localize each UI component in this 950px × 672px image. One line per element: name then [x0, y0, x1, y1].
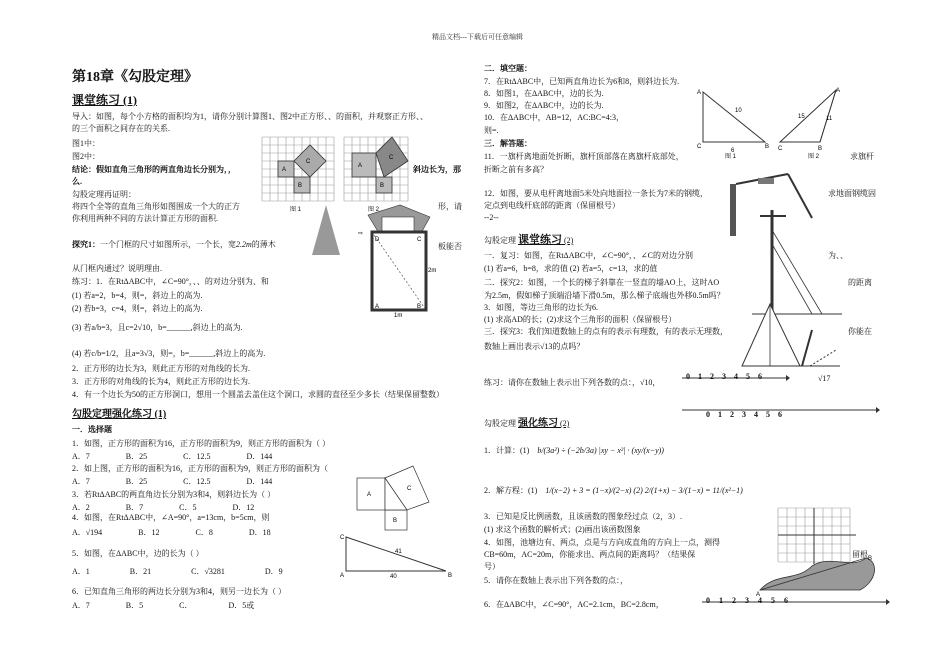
review-1-right: 为、、 — [828, 251, 848, 260]
solve-12b: 定点到电线杆底部的距离（保留根号） — [484, 201, 620, 210]
q1-option-b[interactable]: B．25 — [125, 452, 148, 461]
fig1-caption: 图 1 — [290, 207, 302, 213]
q4-option-d[interactable]: D．18 — [248, 528, 271, 537]
tick2-5: 5 — [766, 410, 770, 419]
explore1-right: 板能否 — [438, 242, 462, 251]
svg-text:C: C — [697, 144, 702, 150]
proof-title: 勾股定理再证明： — [72, 190, 136, 199]
svg-text:C: C — [778, 146, 783, 152]
section-title-strong1: 勾股定理强化练习 (1) — [72, 409, 167, 420]
svg-text:B: B — [393, 518, 398, 524]
tick3-0: 0 — [706, 596, 710, 605]
solve-11b: 折断之前有多高？ — [484, 165, 548, 174]
svg-text:15: 15 — [798, 114, 805, 120]
fill-title: 二．填空题： — [484, 64, 532, 73]
hypotenuse-note: 斜边长为，那 — [413, 165, 461, 174]
tick2-3: 3 — [742, 410, 746, 419]
fig2-question: 图2中： — [72, 152, 100, 161]
explore2: 二．探究2：如图，一个长的梯子斜靠在一竖直的墙AO上，这时AO — [484, 278, 720, 287]
equilateral-triangle-figure — [740, 300, 840, 370]
axis-ticks-3 — [706, 596, 788, 605]
exercise-2: (2) 若b=3，c=4，则=，斜边上的高为. — [72, 304, 203, 313]
axis-ticks-1 — [686, 372, 762, 381]
tick3-5: 5 — [771, 596, 775, 605]
door-height: 2m — [428, 268, 437, 274]
fig1-question: 图1中： — [72, 139, 100, 148]
q4-option-b[interactable]: B．12 — [138, 528, 160, 537]
q2-option-d[interactable]: D．144 — [246, 477, 273, 486]
explore2-right: 的距离 — [848, 278, 872, 287]
exercise-numberline: 练习：请你在数轴上表示出下列各数的点：，√10， — [484, 378, 661, 387]
svg-text:⇨: ⇨ — [358, 231, 364, 237]
review-3: 3．如图，等边三角形的边长为6. — [484, 303, 598, 312]
calc-1-expr: b/(3a²) ÷ (−2b/3a) |xy − x²| · (xy/(x−y)) — [537, 446, 664, 455]
fill-8: 8．如图1，在ΔABC中，边的长为. — [484, 89, 604, 98]
calc-4-right: 留根 — [852, 550, 868, 559]
tick-2: 2 — [710, 372, 714, 381]
calc-3: 3．已知是反比例函数，且该函数的图象经过点（2，3）. — [484, 512, 682, 521]
svg-text:A: A — [367, 492, 372, 498]
question-2: 2．如上图，正方形的面积为16，正方形的面积为9，则正方形的面积为（ — [72, 464, 328, 473]
section-title-class2 — [484, 234, 573, 247]
strong2-suffix: (2) — [558, 419, 570, 428]
grid-figure-1 — [262, 137, 338, 213]
svg-text:A: A — [375, 304, 380, 310]
q4-option-c[interactable]: C．8 — [195, 528, 213, 537]
proof-right: 形，请 — [438, 202, 462, 211]
calc-1-label: 1．计算：(1) — [484, 446, 530, 455]
review-1a: (1) 若a=6，b=8，求的值 (2) 若a=5，c=13，求的值 — [484, 264, 658, 273]
exercise-7: 4．有一个边长为50的正方形洞口，想用一个圆盖去盖住这个洞口，求圆的直径至少多长（结果保留整数） — [72, 390, 444, 399]
svg-text:B: B — [380, 183, 385, 189]
tri-label-40: 40 — [390, 574, 397, 580]
question-2-options — [72, 477, 272, 486]
q5-option-b[interactable]: B．21 — [129, 567, 152, 576]
q5-option-c[interactable]: C．√3281 — [191, 567, 225, 576]
svg-text:A: A — [697, 90, 702, 96]
solve-eq-2 — [484, 486, 743, 495]
fig-caption-1: 图 1 — [725, 154, 737, 160]
question-4: 4．如图，在RtΔABC中，∠A=90°，a=13cm，b=5cm，则 — [72, 513, 270, 522]
svg-text:A: A — [836, 88, 841, 94]
pond-figure — [756, 552, 886, 596]
review-3b: (1) 求高AD的长；(2)求这个三角形的面积（保留根号） — [484, 315, 677, 324]
fill-10: 10．在ΔABC中，AB=12，AC:BC=4:3， — [484, 113, 624, 122]
solve-eq-label: 2．解方程：(1) — [484, 486, 538, 495]
class2-suffix: (2) — [562, 236, 574, 245]
calc-4c: 号） — [484, 562, 500, 571]
solve-eq-expr: 1/(x−2) + 3 = (1−x)/(2−x) (2) 2/(1+x) − 3/(1−x) = 11/(x²−1) — [545, 486, 743, 495]
svg-text:C: C — [407, 486, 412, 492]
svg-text:C: C — [417, 237, 422, 243]
q1-option-c[interactable]: C．12.5 — [183, 452, 211, 461]
exercise-5: 2．正方形的边长为3，则此正方形的对角线的长为. — [72, 364, 250, 373]
tick-5: 5 — [746, 372, 750, 381]
svg-text:A: A — [358, 163, 363, 169]
svg-text:6: 6 — [731, 148, 735, 154]
svg-text:A: A — [756, 592, 761, 598]
fig-caption-2: 图 2 — [808, 154, 820, 160]
exercise-4: (4) 若c/b=1/2，且a=3√3，则=，b=______,斜边上的高为. — [72, 349, 266, 358]
strong2-title: 强化练习 — [518, 418, 558, 429]
tick-1: 1 — [698, 372, 702, 381]
solve-12: 12．如图，要从电杆离地面5米处向地面拉一条长为7米的钢缆， — [484, 189, 708, 198]
question-6: 6．已知直角三角形的两边长分别为3和4，则另一边长为（ ） — [72, 587, 286, 596]
calc-6: 6．在ΔABC中，∠C=90°，AC=2.1cm，BC=2.8cm， — [484, 600, 664, 609]
page-number: --2-- — [484, 213, 499, 222]
fill-7: 7．在RtΔABC中，已知两直角边长为6和8，则斜边长为. — [484, 77, 680, 86]
question-3: 3．若RtΔABC的两直角边长分别为3和4，则斜边长为（ ） — [72, 490, 276, 499]
calc-4: 4．如图，池塘边有、两点，点是与方向成直角的方向上一点，测得 — [484, 538, 720, 547]
fill-10b: 则=. — [484, 126, 499, 135]
class2-title: 课堂练习 — [518, 234, 562, 246]
q3-option-d[interactable]: D．12 — [232, 503, 255, 512]
svg-text:B: B — [818, 146, 823, 152]
tick-0: 0 — [686, 372, 690, 381]
grid-figure-2 — [344, 137, 420, 213]
triangle-fig1 — [695, 88, 775, 160]
q2-option-a[interactable]: A．7 — [72, 477, 90, 486]
conclusion-cont: 么. — [72, 177, 82, 186]
q6-option-c[interactable]: C． — [179, 601, 193, 610]
tri-label-a: A — [340, 573, 345, 579]
exercise-6: 3．正方形的对角线的长为4，则此正方形的边长为. — [72, 377, 250, 386]
chapter-title: 第18章《勾股定理》 — [72, 70, 198, 85]
q3-option-c[interactable]: C．5 — [179, 503, 197, 512]
tick3-1: 1 — [719, 596, 723, 605]
axis-ticks-2 — [706, 410, 782, 419]
door-frame-figure — [372, 232, 437, 319]
svg-text:A: A — [282, 167, 287, 173]
question-1-options — [72, 452, 272, 461]
svg-text:10: 10 — [735, 108, 742, 114]
proof-line1: 将四个全等的直角三角形如图围成一个大的正方 — [72, 202, 240, 211]
svg-text:D: D — [375, 237, 380, 243]
question-1: 1．如图，正方形的面积为16，正方形的面积为9，则正方形的面积为（ ） — [72, 439, 330, 448]
tick2-6: 6 — [778, 410, 782, 419]
fill-9: 9．如图2，在ΔABC中，边的长为. — [484, 101, 604, 110]
right-triangle-figure — [340, 533, 455, 579]
tick3-3: 3 — [745, 596, 749, 605]
svg-text:B: B — [868, 556, 873, 562]
q2-option-c[interactable]: C．12.5 — [183, 477, 211, 486]
tick-3: 3 — [722, 372, 726, 381]
svg-text:B: B — [298, 183, 303, 189]
q2-option-b[interactable]: B．25 — [125, 477, 148, 486]
q1-option-a[interactable]: A．7 — [72, 452, 90, 461]
class2-prefix: 勾股定理 — [484, 236, 518, 245]
question-5-options — [72, 567, 283, 576]
tick-6: 6 — [758, 372, 762, 381]
solve-12-right: 求地面钢缆固 — [828, 189, 876, 198]
solve-11-right: 求旗杆 — [850, 152, 874, 161]
explore3: 三．探究3：我们知道数轴上的点有的表示有理数，有的表示无理数， — [484, 327, 728, 336]
triangle-fig2 — [778, 88, 848, 160]
section-title-strong2 — [484, 418, 569, 430]
door-width: 1m — [394, 313, 403, 319]
strong2-prefix: 勾股定理 — [484, 419, 518, 428]
section-title-class1: 课堂练习 (1) — [72, 93, 137, 107]
exercise-3: (3) 若a/b=3，且c=2√10，b=______,斜边上的高为. — [72, 323, 243, 332]
tick2-1: 1 — [718, 410, 722, 419]
sqrt17-label: √17 — [818, 374, 831, 383]
intro-line1: 导入：如图，每个小方格的面积均为1，请你分别计算图1、图2中正方形、、的面积，并观察正方形、、 — [72, 112, 428, 121]
question-4-options — [72, 528, 271, 537]
q3-option-a[interactable]: A．2 — [72, 503, 90, 512]
explore1: 探究1：一个门框的尺寸如图所示，一个长，宽2.2m的薄木 — [72, 240, 276, 249]
explore3-right: 你能在 — [848, 327, 872, 336]
solve-11: 11．一旗杆离地面处折断，旗杆顶部落在离旗杆底部处， — [484, 152, 684, 161]
conclusion: 结论：假如直角三角形的两直角边长分别为，， — [72, 165, 236, 174]
q3-option-b[interactable]: B．7 — [125, 503, 144, 512]
q4-option-a[interactable]: A．√194 — [72, 528, 103, 537]
proof-line2: 你利用两种不同的方法计算正方形的面积. — [72, 214, 218, 223]
tick2-4: 4 — [754, 410, 758, 419]
svg-text:B: B — [765, 144, 770, 150]
calc-4b: CB=60m，AC=20m，你能求出、两点间的距离吗？（结果保 — [484, 550, 696, 559]
exercise-title: 练习：1．在RtΔABC中，∠C=90°，、、的对边分别为、和 — [72, 277, 269, 286]
tick3-4: 4 — [758, 596, 762, 605]
tick2-0: 0 — [706, 410, 710, 419]
svg-text:C: C — [306, 159, 311, 165]
explore2b: 为2.5m，假如梯子顶端沿墙下滑0.5m，那么梯子底端也外移0.5m吗？ — [484, 291, 725, 300]
review-1: 一．复习：如图，在RtΔABC中，∠C=90°，、∠C的对边分别 — [484, 251, 693, 260]
page-header: 精品文档---下载后可任意编辑 — [432, 33, 523, 41]
tri-label-b: B — [448, 573, 453, 579]
tri-label-41: 41 — [395, 549, 402, 555]
calc-1 — [484, 446, 664, 455]
intro-line2: 的三个面积之间存在的关系. — [72, 124, 170, 133]
tick3-2: 2 — [732, 596, 736, 605]
squares-triangle-figure — [355, 460, 445, 530]
calc-3b: (1) 求这个函数的解析式；(2)画出该函数图象 — [484, 525, 641, 534]
solve-title: 三．解答题： — [484, 139, 532, 148]
calc-5: 5．请你在数轴上表示出下列各数的点：， — [484, 576, 628, 585]
tick3-6: 6 — [784, 596, 788, 605]
question-3-options — [72, 503, 254, 512]
tri-label-c: C — [340, 535, 345, 541]
question-6-options — [72, 601, 254, 610]
tick-4: 4 — [734, 372, 738, 381]
svg-text:11: 11 — [826, 116, 833, 122]
fig2-caption: 图 2 — [368, 207, 380, 213]
question-5: 5．如图，在ΔABC中，边的长为（ ） — [72, 549, 204, 558]
choice-title: 一．选择题 — [72, 425, 112, 434]
svg-text:C: C — [389, 155, 394, 161]
q6-option-b[interactable]: B．5 — [125, 601, 144, 610]
svg-text:B: B — [417, 304, 422, 310]
exercise-1: (1) 若a=2，b=4，则=，斜边上的高为. — [72, 291, 203, 300]
q6-option-a[interactable]: A．7 — [72, 601, 90, 610]
tick2-2: 2 — [730, 410, 734, 419]
explore3b: 数轴上画出表示√13的点吗？ — [484, 342, 585, 351]
q5-option-a[interactable]: A．1 — [72, 567, 90, 576]
explore1-text: 一个门框的尺寸如图所示，一个长，宽2.2m的薄木 — [100, 240, 276, 249]
explore1-cont: 从门框内通过？说明理由. — [72, 264, 162, 273]
q5-option-d[interactable]: D．9 — [264, 567, 283, 576]
q1-option-d[interactable]: D．144 — [246, 452, 273, 461]
q6-option-d[interactable]: D．5或 — [228, 601, 255, 610]
